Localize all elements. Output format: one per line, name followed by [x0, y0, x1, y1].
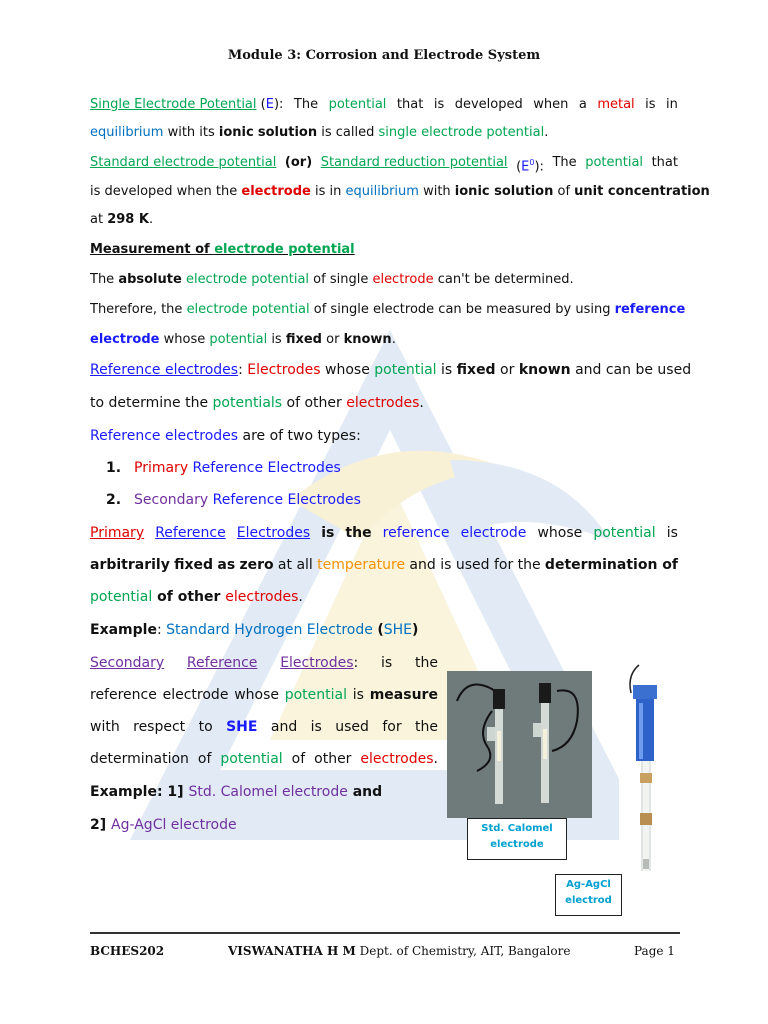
watermark-logo [90, 300, 690, 860]
text-line: to determine the potentials of other electrodes. [90, 395, 424, 411]
page-title: Module 3: Corrosion and Electrode System [227, 48, 541, 63]
footer-divider [90, 932, 680, 934]
footer-author: VISWANATHA H M Dept. of Chemistry, AIT, Bangalore [228, 944, 571, 958]
calomel-electrode-photo [447, 671, 592, 818]
text-line: electrode whose potential is fixed or known. [90, 332, 396, 347]
text-line: reference electrode whose potential is measure [90, 687, 438, 703]
list-item: 2. Secondary Reference Electrodes [106, 492, 361, 508]
footer-page-number: Page 1 [634, 944, 675, 958]
list-item: 1. Primary Reference Electrodes [106, 460, 341, 476]
text-line: Reference electrodes: Electrodes whose potential is fixed or known and can be used [90, 362, 692, 378]
text-line: Secondary Reference Electrodes: is the [90, 655, 438, 671]
text-line: Standard electrode potential (or) Standard reduction potential $(E^0)$: The potential that [90, 155, 678, 175]
text-line: potential of other electrodes. [90, 589, 303, 605]
text-line: Single Electrode Potential (E): The potential that is developed when a metal is in [90, 97, 678, 112]
text-line: Reference electrodes are of two types: [90, 428, 361, 444]
section-heading: Measurement of electrode potential [90, 242, 355, 257]
text-line: equilibrium with its ionic solution is called single electrode potential. [90, 125, 549, 140]
text-line: Therefore, the electrode potential of single electrode can be measured by using reference [90, 302, 686, 317]
footer-course-code: BCHES202 [90, 944, 165, 958]
text-line: Primary Reference Electrodes is the reference electrode whose potential is [90, 525, 678, 541]
text-line: Example: Standard Hydrogen Electrode (SHE) [90, 622, 419, 638]
text-line: with respect to SHE and is used for the [90, 719, 438, 735]
text-line: arbitrarily fixed as zero at all temperature and is used for the determination of [90, 557, 678, 573]
text-line: is developed when the electrode is in equilibrium with ionic solution of unit concentration [90, 184, 710, 199]
text-line: Example: 1] Std. Calomel electrode and [90, 784, 383, 800]
text-line: determination of potential of other electrodes. [90, 751, 438, 767]
text-line: at 298 K. [90, 212, 154, 227]
text-line: 2] Ag-AgCl electrode [90, 817, 237, 833]
ag-agcl-electrode-caption: Ag-AgCl electrod [555, 874, 622, 916]
text-line: The absolute electrode potential of single electrode can't be determined. [90, 272, 574, 287]
calomel-electrode-caption: Std. Calomel electrode [467, 818, 567, 860]
ag-agcl-electrode-photo [619, 663, 672, 875]
